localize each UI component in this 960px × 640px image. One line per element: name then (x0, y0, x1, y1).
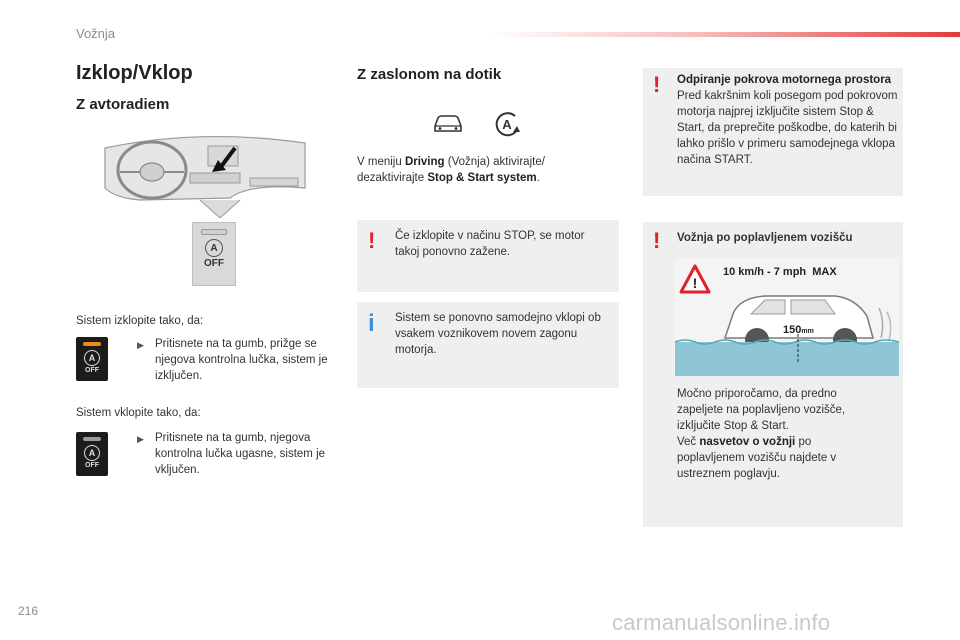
menu-text: V meniju (357, 156, 405, 168)
section-subtitle: Z avtoradiem (76, 96, 170, 113)
car-icon (432, 112, 464, 134)
off-button-illustration (192, 222, 236, 286)
depth-unit: mm (801, 328, 814, 335)
auto-stop-icon: A (205, 239, 223, 257)
svg-text:A: A (502, 117, 512, 132)
menu-text: . (536, 172, 540, 184)
warning-icon: ! (653, 228, 661, 253)
bullet-icon: ▶ (137, 434, 144, 444)
flood-more-text: po poplavljenem vozišču najdete v ustreznem poglavju. (677, 436, 837, 480)
info-icon: i (368, 310, 375, 337)
svg-text:!: ! (692, 275, 698, 291)
info-box (357, 302, 619, 388)
hood-warning-text: Pred kakršnim koli posegom pod pokrovom motorja najprej izključite sistem Stop & Start, da preprečite poškodbe, do katerih bi lahko prišlo v primeru samodejnega vklopa načina START. (677, 90, 898, 166)
warning-icon: ! (653, 72, 661, 97)
menu-stop-start: Stop & Start system (427, 172, 537, 184)
button-on-state-icon (76, 432, 108, 476)
indicator-led (201, 229, 227, 235)
page-title: Izklop/Vklop (76, 62, 193, 84)
disable-instruction: Pritisnete na ta gumb, prižge se njegova kontrolna lučka, sistem je izključen. (155, 338, 328, 382)
disable-intro: Sistem izklopite tako, da: (76, 315, 204, 327)
flood-illustration (675, 258, 899, 376)
flood-text (677, 386, 877, 482)
flood-warning-box (643, 222, 903, 527)
flood-tips-bold: nasvetov o vožnji (699, 436, 796, 448)
page-number: 216 (18, 604, 39, 618)
auto-stop-icon: A (84, 445, 100, 461)
led-off-icon (83, 437, 101, 441)
flood-advice: Močno priporočamo, da predno zapeljete na poplavljeno vozišče, izključite Stop & Start. (677, 388, 846, 432)
menu-driving: Driving (404, 156, 445, 168)
touchscreen-title: Z zaslonom na dotik (357, 66, 502, 83)
warning-icon: ! (368, 228, 376, 253)
header-accent-bar (490, 32, 960, 37)
menu-text: (Vožnja) aktivirajte/ dezaktivirajte (357, 156, 545, 184)
engine-hood-warning-box (643, 68, 903, 196)
depth-number: 150 (783, 324, 802, 336)
flood-speed-label: 10 km/h - 7 mph MAX (723, 266, 837, 278)
flood-depth-value (783, 324, 814, 336)
button-off-state-icon (76, 337, 108, 381)
off-label: OFF (85, 462, 99, 469)
warning-text: Če izklopite v načinu STOP, se motor takoj ponovno zažene. (395, 230, 585, 258)
auto-stop-icon: A (84, 350, 100, 366)
enable-instruction: Pritisnete na ta gumb, njegova kontrolna lučka ugasne, sistem je vključen. (155, 432, 326, 476)
enable-intro: Sistem vklopite tako, da: (76, 407, 201, 419)
auto-stop-start-icon (493, 110, 521, 138)
off-label: OFF (85, 367, 99, 374)
warning-box (357, 220, 619, 292)
flood-more-text: Več (677, 436, 700, 448)
watermark: carmanualsonline.info (612, 610, 831, 635)
dashboard-illustration (100, 128, 310, 218)
flood-title: Vožnja po poplavljenem vozišču (677, 232, 853, 244)
touchscreen-instruction (357, 154, 607, 186)
hood-warning-title: Odpiranje pokrova motornega prostora (677, 74, 892, 86)
hood-warning-content (677, 72, 899, 168)
bullet-icon: ▶ (137, 340, 144, 350)
led-on-icon (83, 342, 101, 346)
info-text: Sistem se ponovno samodejno vklopi ob vsakem voznikovem novem zagonu motorja. (395, 312, 601, 356)
off-label: OFF (204, 258, 224, 269)
section-title: Vožnja (76, 26, 116, 41)
